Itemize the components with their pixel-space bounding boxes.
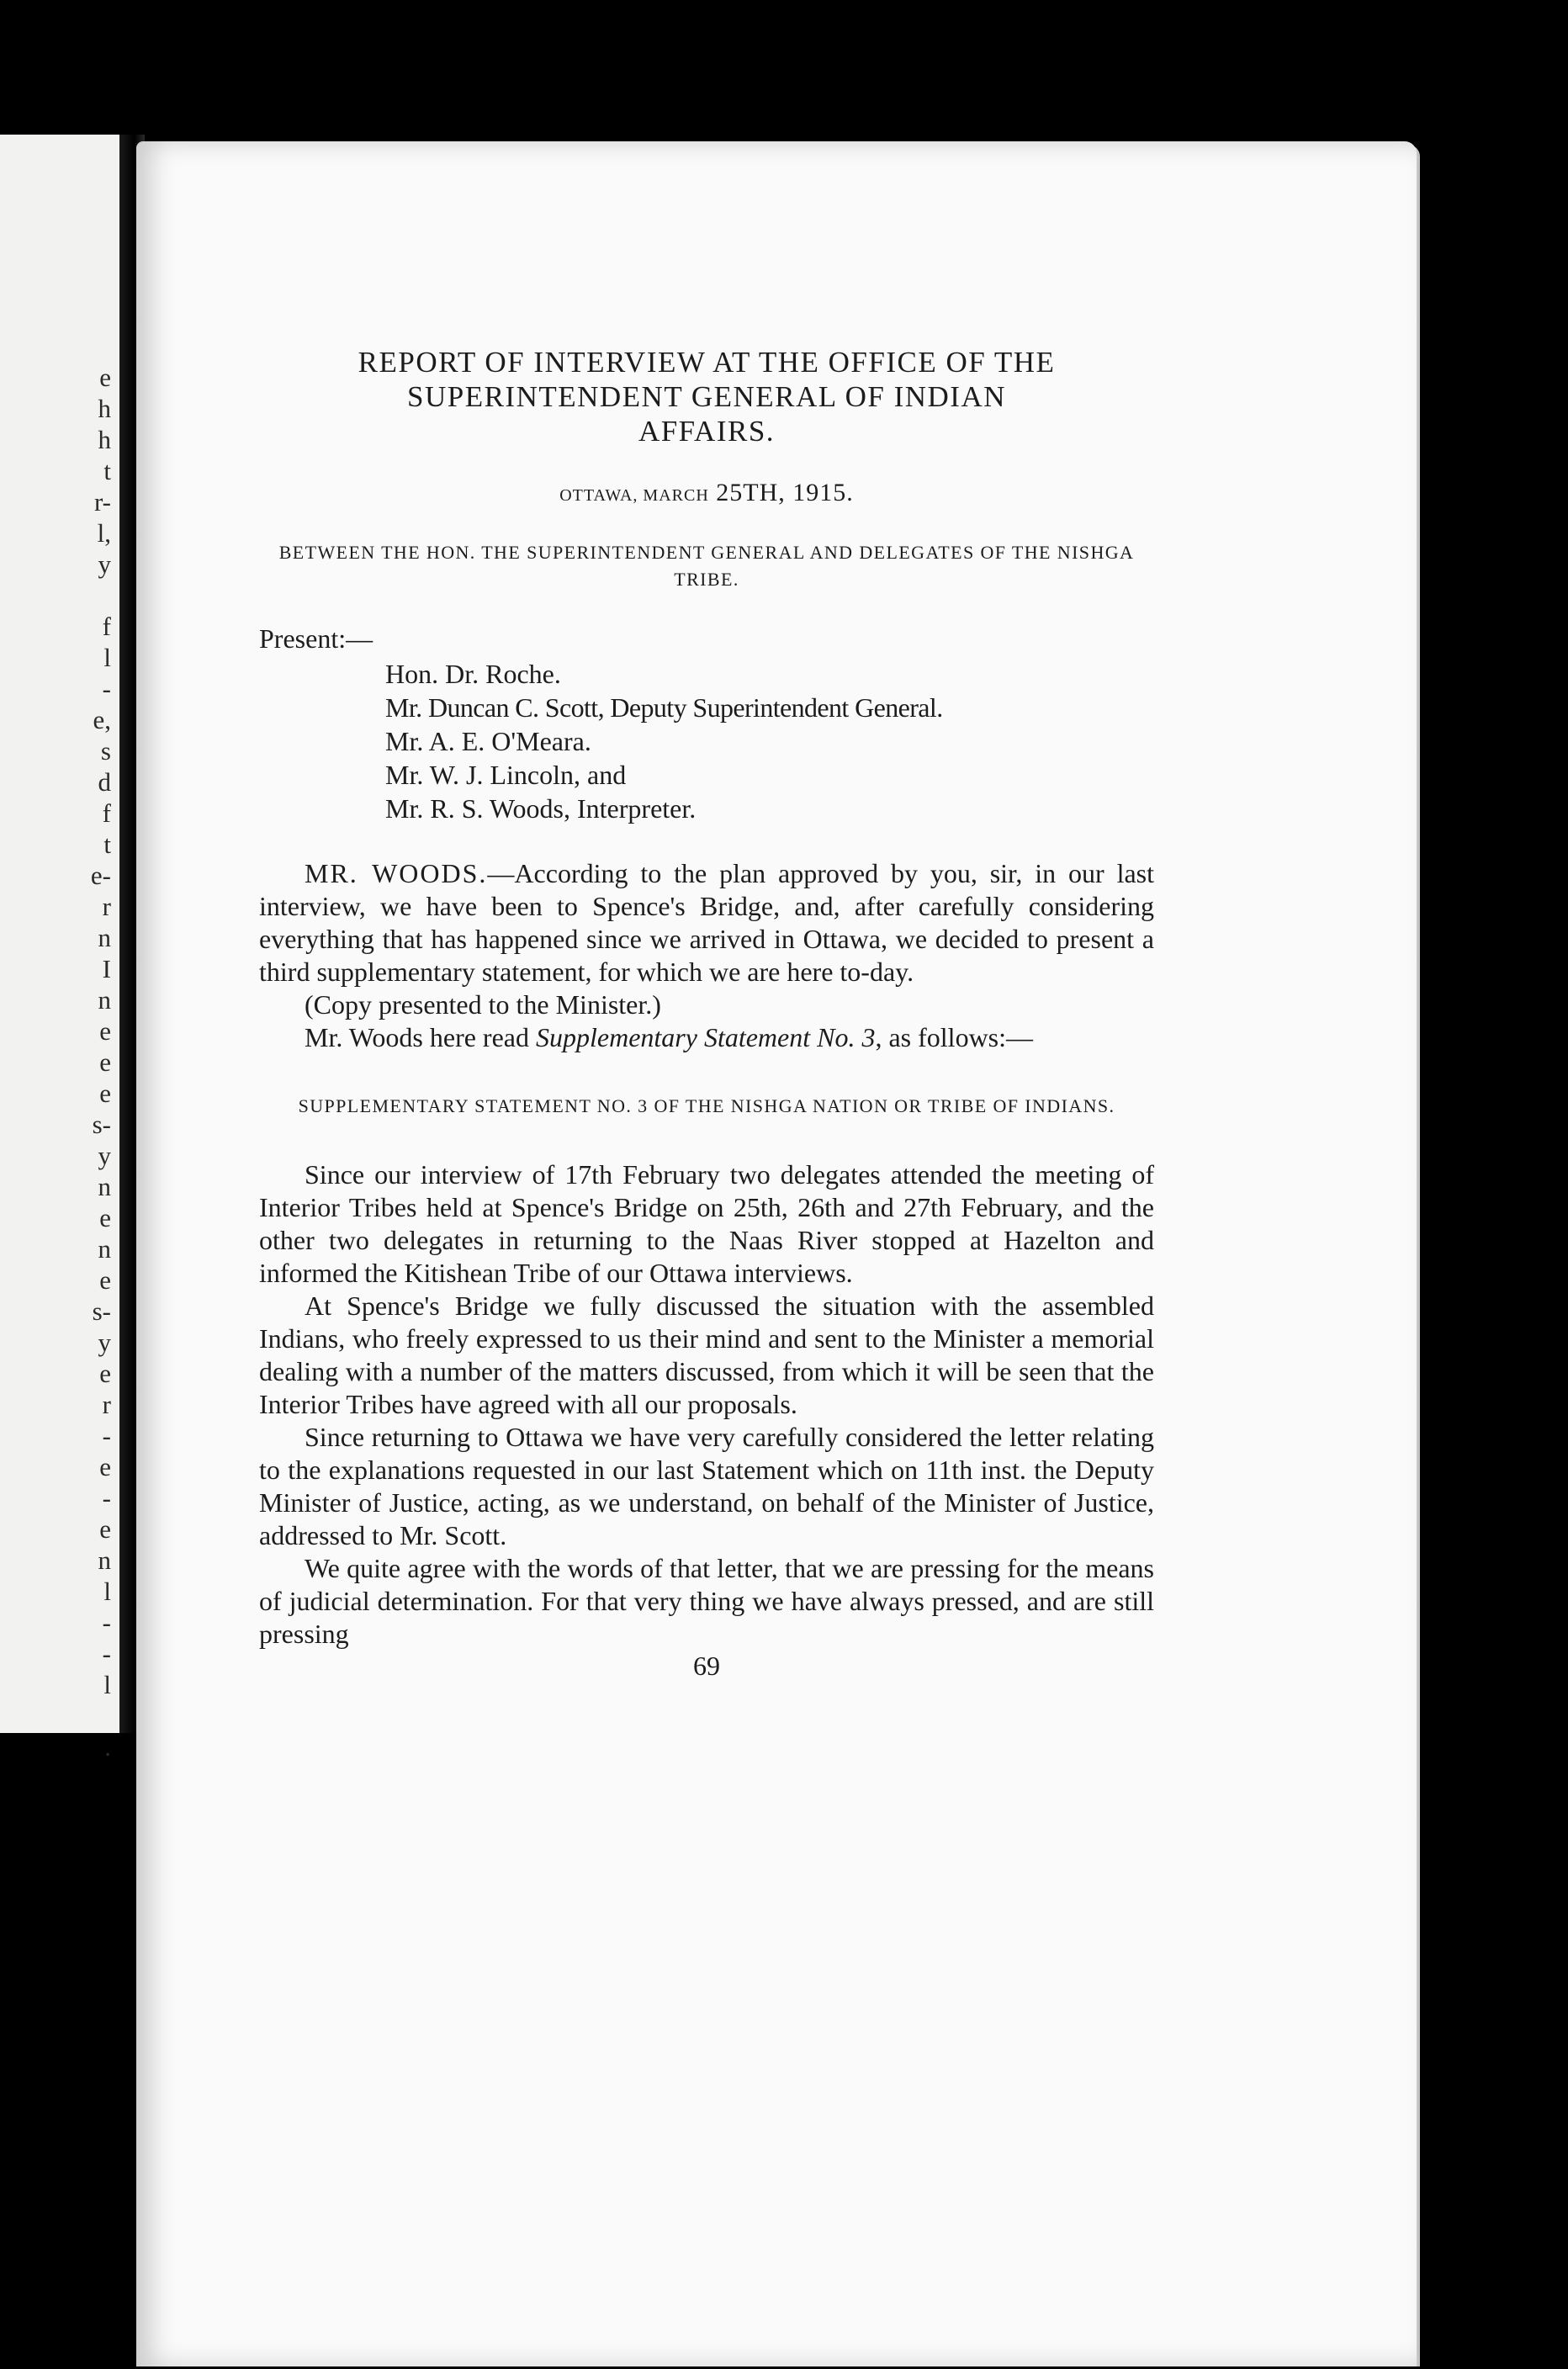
body-paragraph: Since our interview of 17th February two delegates attended the meeting of Interior Tribes held at Spence's Bridge on 25th, 26th and 27th February, and the other two delegates in returning to the Naas River stopped at Hazelton and informed the Kitishean Tribe of our Ottawa interviews. [259, 1159, 1154, 1288]
section-heading: SUPPLEMENTARY STATEMENT NO. 3 OF THE NISHGA NATION OR TRIBE OF INDIANS. [298, 1095, 1115, 1116]
edge-fragment: s- [92, 1296, 111, 1326]
body-paragraph: At Spence's Bridge we fully discussed the situation with the assembled Indians, who freely expressed to us their mind and sent to the Minister a memorial dealing with a number of the matters discussed, from which it will be seen that the Interior Tribes have agreed with all our proposals. [259, 1290, 1154, 1419]
title-line-1: REPORT OF INTERVIEW AT THE OFFICE OF THE [358, 346, 1056, 379]
edge-fragment: n [98, 923, 111, 952]
edge-fragment: e [99, 1265, 111, 1295]
edge-fragment: e [99, 1452, 111, 1481]
page-number: 69 [693, 1651, 720, 1681]
edge-fragment: l [103, 1577, 111, 1606]
left-page-text-fragments [0, 362, 111, 1762]
left-page-edge [0, 135, 119, 1762]
attendee: Mr. A. E. O'Meara. [385, 726, 591, 756]
edge-fragment: f [102, 612, 111, 641]
edge-fragment: t [103, 456, 111, 485]
edge-fragment: r [102, 892, 111, 921]
edge-fragment: . [104, 1732, 111, 1762]
speech-paragraph [259, 857, 1154, 988]
edge-fragment: r- [93, 487, 111, 517]
edge-fragment: e [99, 1047, 111, 1077]
edge-fragment: - [102, 1483, 111, 1513]
edge-fragment: - [102, 674, 111, 703]
edge-fragment: y [98, 549, 111, 579]
attendee-list [385, 657, 1154, 825]
edge-fragment: n [98, 1545, 111, 1575]
between-heading: BETWEEN THE HON. THE SUPERINTENDENT GENERAL AND DELEGATES OF THE NISHGA TRIBE. [278, 542, 1135, 590]
attendee: Mr. W. J. Lincoln, and [385, 760, 627, 790]
edge-fragment: l, [97, 518, 111, 548]
read-note-title: Supplementary Statement No. 3 [535, 1022, 876, 1052]
attendee: Mr. R. S. Woods, Interpreter. [385, 793, 697, 824]
dateline-place: OTTAWA, MARCH [559, 486, 709, 505]
edge-fragment: e [99, 1203, 111, 1232]
edge-fragment: e [99, 1079, 111, 1108]
edge-fragment: n [98, 1234, 111, 1264]
edge-fragment: - [102, 1421, 111, 1450]
edge-fragment: n [98, 1172, 111, 1201]
attendee: Hon. Dr. Roche. [385, 659, 561, 689]
edge-fragment: e- [90, 861, 111, 890]
edge-fragment: r [102, 1390, 111, 1419]
edge-fragment: I [102, 954, 111, 983]
report-title [259, 345, 1154, 448]
edge-fragment: y [98, 1141, 111, 1170]
speaker-name: MR. WOODS. [305, 858, 488, 888]
page-content [259, 345, 1154, 1681]
edge-fragment: e, [93, 705, 111, 734]
edge-fragment [0, 580, 111, 611]
dateline-year: , 1915. [778, 479, 854, 506]
edge-fragment: f [102, 798, 111, 828]
edge-fragment: - [102, 1608, 111, 1637]
body-paragraph: Since returning to Ottawa we have very carefully considered the letter relating to the explanations requested in our last Statement which on 11th inst. the Deputy Minister of Justice, acting, as we understand, on behalf of the Minister of Justice, addressed to Mr. Scott. [259, 1422, 1154, 1550]
edge-fragment: s [100, 736, 111, 766]
edge-fragment: l [103, 1670, 111, 1699]
edge-fragment: e [99, 363, 111, 392]
copy-note: (Copy presented to the Minister.) [305, 989, 661, 1020]
body-paragraph: We quite agree with the words of that letter, that we are pressing for the means of judicial determination. For that very thing we have always pressed, and are still pressing [259, 1553, 1154, 1649]
edge-fragment: l [103, 643, 111, 672]
dateline [259, 479, 1154, 507]
edge-fragment: n [98, 985, 111, 1015]
edge-fragment: h [98, 425, 111, 454]
edge-fragment: e [99, 1016, 111, 1046]
attendee: Mr. Duncan C. Scott, Deputy Superintendent General. [385, 692, 943, 723]
present-label: Present:— [259, 623, 373, 654]
edge-fragment: d [98, 767, 111, 797]
edge-fragment: t [103, 829, 111, 859]
document-page [136, 141, 1417, 2366]
read-note [259, 1021, 1154, 1054]
edge-fragment: s- [92, 1110, 111, 1139]
speech-text: —According to the plan approved by you, sir, in our last interview, we have been to Spence's Bridge, and, after carefully considering everything that has happened since we arrived in Ottawa, we decided to present a third supplementary statement, for which we are here to-day. [259, 858, 1155, 987]
read-note-after: , as follows:— [875, 1022, 1034, 1052]
edge-fragment: - [102, 1639, 111, 1668]
edge-fragment: h [98, 394, 111, 423]
dateline-day: 25TH [716, 479, 779, 506]
edge-fragment: e [99, 1359, 111, 1388]
title-line-3: AFFAIRS. [638, 415, 776, 448]
edge-fragment: y [98, 1328, 111, 1357]
read-note-before: Mr. Woods here read [305, 1022, 536, 1052]
edge-fragment: e [99, 1514, 111, 1544]
title-line-2: SUPERINTENDENT GENERAL OF INDIAN [407, 380, 1006, 413]
edge-fragment [0, 1700, 111, 1731]
